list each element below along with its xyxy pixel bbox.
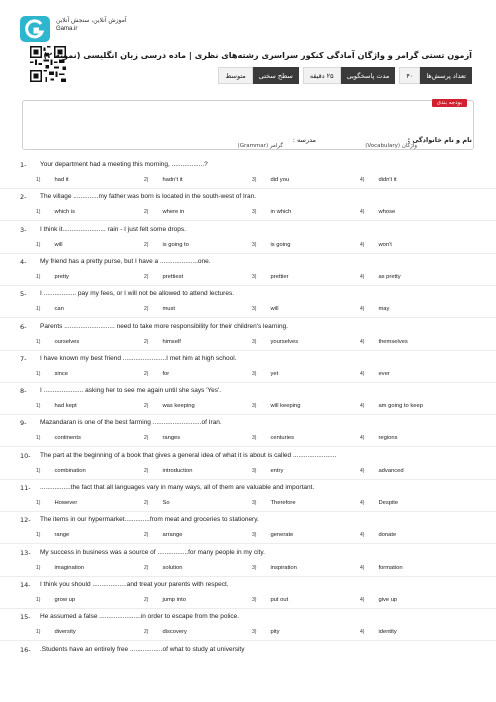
question-item bbox=[0, 290, 496, 322]
logo-site: Gama.ir bbox=[56, 26, 78, 32]
answer-option[interactable] bbox=[144, 306, 175, 312]
question-item bbox=[0, 226, 496, 258]
option-number: 3) bbox=[252, 564, 257, 571]
option-text: will bbox=[54, 241, 63, 248]
question-item bbox=[0, 452, 496, 484]
option-row bbox=[0, 337, 496, 351]
question-number: 7- bbox=[20, 354, 27, 363]
option-text: am going to keep bbox=[378, 403, 423, 410]
question-text: I think it........................ rain - I just felt some drops. bbox=[40, 225, 186, 233]
answer-option[interactable] bbox=[252, 468, 283, 474]
option-text: ourselves bbox=[54, 338, 80, 345]
option-number: 3) bbox=[252, 435, 257, 442]
option-text: had kept bbox=[54, 403, 77, 410]
answer-option[interactable] bbox=[36, 500, 77, 506]
option-text: identity bbox=[378, 629, 397, 636]
logo-text bbox=[56, 16, 127, 34]
option-text: continents bbox=[54, 435, 81, 442]
answer-option[interactable] bbox=[144, 532, 182, 538]
answer-option[interactable] bbox=[360, 597, 397, 603]
info-label: تعداد پرسش‌ها bbox=[420, 67, 472, 84]
option-number: 3) bbox=[252, 177, 257, 183]
question-number: 13- bbox=[20, 548, 31, 557]
option-number: 1) bbox=[36, 177, 41, 183]
answer-option[interactable] bbox=[144, 565, 182, 571]
option-text: ever bbox=[378, 370, 390, 377]
question-text: He assumed a false .......................in order to escape from the police. bbox=[40, 613, 240, 621]
option-number: 1) bbox=[36, 435, 41, 442]
option-text: hadn't it bbox=[162, 177, 183, 183]
option-text: himself bbox=[162, 338, 181, 345]
option-text: prettier bbox=[270, 273, 289, 280]
option-text: Despite bbox=[378, 500, 399, 506]
option-number: 1) bbox=[36, 403, 41, 410]
answer-option[interactable] bbox=[144, 629, 187, 635]
option-text: jump into bbox=[162, 596, 186, 603]
answer-option[interactable] bbox=[36, 565, 84, 571]
info-question-count bbox=[399, 67, 472, 84]
option-text: donate bbox=[378, 532, 397, 539]
option-text: as pretty bbox=[378, 273, 401, 280]
question-text: My success in business was a source of .................for many people in my city. bbox=[40, 548, 265, 556]
option-text: since bbox=[54, 370, 68, 377]
question-item bbox=[0, 484, 496, 516]
question-item bbox=[0, 646, 496, 678]
option-row bbox=[0, 207, 496, 221]
info-duration bbox=[303, 67, 395, 84]
option-text: themselves bbox=[378, 338, 408, 345]
option-number: 2) bbox=[144, 564, 149, 571]
option-row bbox=[0, 272, 496, 286]
answer-option[interactable] bbox=[252, 242, 290, 248]
answer-option[interactable] bbox=[252, 177, 289, 183]
category-vocabulary: واژگان (Vocabulary) bbox=[365, 143, 417, 149]
question-text: I have known my best friend ........................I met him at high school. bbox=[40, 354, 237, 362]
option-row bbox=[0, 175, 496, 189]
option-number: 4) bbox=[360, 370, 365, 377]
question-text: I ...................... asking her to see me again until she says 'Yes'. bbox=[40, 387, 222, 395]
answer-option[interactable] bbox=[252, 339, 298, 345]
question-text: Mazandaran is one of the best farming ...........................of Iran. bbox=[40, 419, 222, 427]
option-number: 1) bbox=[36, 467, 41, 474]
option-text: However bbox=[54, 500, 78, 506]
question-text: The village ..............my father was born is located in the south-west of Iran. bbox=[40, 193, 257, 201]
answer-option[interactable] bbox=[252, 274, 289, 280]
option-row bbox=[0, 627, 496, 641]
option-text: Therefore bbox=[270, 500, 296, 506]
answer-option[interactable] bbox=[36, 435, 81, 441]
question-item bbox=[0, 161, 496, 193]
answer-option[interactable] bbox=[252, 403, 300, 409]
option-text: ranges bbox=[162, 435, 181, 442]
answer-option[interactable] bbox=[252, 209, 291, 215]
answer-option[interactable] bbox=[252, 597, 288, 603]
option-number: 2) bbox=[144, 306, 149, 313]
question-item bbox=[0, 419, 496, 451]
option-number: 2) bbox=[144, 500, 149, 506]
answer-option[interactable] bbox=[360, 468, 404, 474]
option-text: diversity bbox=[54, 629, 76, 636]
question-text: I think you should ...................and treat your parents with respect. bbox=[40, 580, 229, 588]
option-text: for bbox=[162, 370, 170, 377]
question-item bbox=[0, 323, 496, 355]
option-number: 3) bbox=[252, 500, 257, 506]
option-text: advanced bbox=[378, 467, 404, 474]
exam-title: آزمون تستی گرامر و واژگان آمادگی کنکور سراسری رشته‌های نظری | ماده درسی زبان انگلیسی (نمونه ۲) bbox=[43, 50, 472, 60]
answer-option[interactable] bbox=[252, 435, 294, 441]
question-item bbox=[0, 516, 496, 548]
option-text: range bbox=[54, 532, 70, 539]
question-text: .Students have an entirely free ..................of what to study at university bbox=[40, 645, 245, 653]
option-text: can bbox=[54, 306, 64, 313]
answer-option[interactable] bbox=[36, 371, 68, 377]
answer-option[interactable] bbox=[36, 177, 69, 183]
answer-option[interactable] bbox=[360, 371, 390, 377]
answer-option[interactable] bbox=[252, 565, 297, 571]
question-number: 1- bbox=[20, 161, 27, 169]
option-text: will bbox=[270, 306, 279, 313]
option-text: arrange bbox=[162, 532, 183, 539]
option-row bbox=[0, 466, 496, 480]
option-text: must bbox=[162, 306, 176, 313]
name-field[interactable]: نام و نام خانوادگی : bbox=[407, 136, 472, 144]
answer-option[interactable] bbox=[36, 597, 75, 603]
option-row bbox=[0, 433, 496, 447]
option-number: 3) bbox=[252, 273, 257, 280]
option-text: introduction bbox=[162, 467, 193, 474]
option-row bbox=[0, 369, 496, 383]
option-row bbox=[0, 563, 496, 577]
option-text: is going to bbox=[162, 241, 189, 248]
option-number: 2) bbox=[144, 273, 149, 280]
answer-option[interactable] bbox=[36, 306, 64, 312]
question-number: 15- bbox=[20, 613, 31, 622]
option-text: whose bbox=[378, 209, 396, 216]
question-item bbox=[0, 193, 496, 225]
option-number: 4) bbox=[360, 306, 365, 313]
info-value: متوسط bbox=[218, 67, 252, 84]
option-number: 3) bbox=[252, 532, 257, 539]
answer-option[interactable] bbox=[36, 209, 75, 215]
option-text: So bbox=[162, 500, 170, 506]
answer-option[interactable] bbox=[144, 371, 169, 377]
logo-tagline: آموزش آنلاین، سنجش آنلاین bbox=[56, 17, 127, 24]
option-text: grow up bbox=[54, 596, 76, 603]
option-number: 2) bbox=[144, 209, 149, 216]
question-number: 10- bbox=[20, 451, 31, 460]
option-text: yet bbox=[270, 370, 279, 377]
question-number: 3- bbox=[20, 225, 27, 234]
answer-option[interactable] bbox=[360, 403, 423, 409]
option-text: solution bbox=[162, 564, 183, 571]
option-text: give up bbox=[378, 596, 398, 603]
option-number: 4) bbox=[360, 209, 365, 216]
option-text: didn't it bbox=[378, 177, 397, 183]
answer-option[interactable] bbox=[252, 371, 278, 377]
option-number: 1) bbox=[36, 273, 41, 280]
answer-option[interactable] bbox=[360, 435, 397, 441]
option-text: regions bbox=[378, 435, 398, 442]
option-text: formation bbox=[378, 564, 403, 571]
answer-option[interactable] bbox=[36, 629, 76, 635]
answer-option[interactable] bbox=[36, 242, 63, 248]
question-text: The items in our hypermarket..............from meat and groceries to stationery. bbox=[40, 516, 259, 524]
option-row bbox=[0, 530, 496, 544]
question-number: 16- bbox=[20, 645, 31, 654]
question-number: 8- bbox=[20, 387, 27, 396]
question-item bbox=[0, 581, 496, 613]
option-number: 4) bbox=[360, 177, 365, 183]
option-number: 4) bbox=[360, 403, 365, 410]
option-number: 4) bbox=[360, 564, 365, 571]
option-number: 4) bbox=[360, 467, 365, 474]
option-text: entry bbox=[270, 467, 284, 474]
answer-option[interactable] bbox=[144, 242, 189, 248]
info-label: مدت پاسخگویی bbox=[341, 67, 396, 84]
option-number: 4) bbox=[360, 532, 365, 539]
option-number: 1) bbox=[36, 532, 41, 539]
option-number: 3) bbox=[252, 629, 257, 636]
answer-option[interactable] bbox=[252, 500, 296, 506]
option-text: put out bbox=[270, 596, 289, 603]
answer-option[interactable] bbox=[360, 177, 397, 183]
option-number: 4) bbox=[360, 596, 365, 603]
option-row bbox=[0, 401, 496, 415]
question-item bbox=[0, 355, 496, 387]
answer-option[interactable] bbox=[144, 500, 170, 506]
option-number: 2) bbox=[144, 532, 149, 539]
answer-option[interactable] bbox=[144, 403, 195, 409]
answer-option[interactable] bbox=[36, 532, 69, 538]
answer-option[interactable] bbox=[144, 435, 180, 441]
answer-option[interactable] bbox=[360, 532, 396, 538]
category-grammar: گرامر (Grammar) bbox=[237, 143, 283, 149]
answer-option[interactable] bbox=[360, 565, 403, 571]
option-number: 3) bbox=[252, 241, 257, 248]
option-number: 1) bbox=[36, 596, 41, 603]
option-text: combination bbox=[54, 467, 86, 474]
question-item bbox=[0, 258, 496, 290]
question-number: 14- bbox=[20, 580, 31, 589]
option-text: did you bbox=[270, 177, 290, 183]
option-number: 1) bbox=[36, 564, 41, 571]
question-text: The part at the beginning of a book that gives a general idea of what it is about is called ........................ bbox=[40, 451, 337, 459]
answer-option[interactable] bbox=[36, 403, 77, 409]
question-text: Parents ............................ need to take more responsibility for their children's learning. bbox=[40, 322, 288, 330]
option-text: in which bbox=[270, 209, 292, 216]
option-text: where in bbox=[162, 209, 185, 216]
option-text: imagination bbox=[54, 564, 85, 571]
option-number: 3) bbox=[252, 403, 257, 410]
option-number: 4) bbox=[360, 241, 365, 248]
option-text: centuries bbox=[270, 435, 294, 442]
school-field[interactable]: مدرسه : bbox=[292, 136, 316, 144]
answer-option[interactable] bbox=[360, 339, 408, 345]
option-text: generate bbox=[270, 532, 294, 539]
option-number: 1) bbox=[36, 629, 41, 636]
option-number: 3) bbox=[252, 306, 257, 313]
answer-option[interactable] bbox=[144, 468, 192, 474]
question-item bbox=[0, 613, 496, 645]
answer-option[interactable] bbox=[36, 339, 79, 345]
option-number: 4) bbox=[360, 273, 365, 280]
question-item bbox=[0, 549, 496, 581]
answer-option[interactable] bbox=[360, 274, 401, 280]
answer-option[interactable] bbox=[36, 468, 86, 474]
option-number: 3) bbox=[252, 370, 257, 377]
info-difficulty bbox=[218, 67, 298, 84]
answer-option[interactable] bbox=[144, 177, 183, 183]
exam-info-row bbox=[214, 67, 472, 84]
option-text: is going bbox=[270, 241, 291, 248]
question-number: 4- bbox=[20, 257, 27, 266]
option-number: 2) bbox=[144, 596, 149, 603]
option-number: 2) bbox=[144, 467, 149, 474]
option-text: discovery bbox=[162, 629, 187, 636]
option-number: 3) bbox=[252, 596, 257, 603]
answer-option[interactable] bbox=[144, 209, 184, 215]
answer-option[interactable] bbox=[252, 306, 279, 312]
option-number: 1) bbox=[36, 500, 41, 506]
option-number: 2) bbox=[144, 403, 149, 410]
option-number: 2) bbox=[144, 629, 149, 636]
answer-option[interactable] bbox=[252, 629, 279, 635]
option-number: 3) bbox=[252, 209, 257, 216]
option-number: 2) bbox=[144, 338, 149, 345]
option-number: 2) bbox=[144, 370, 149, 377]
answer-option[interactable] bbox=[360, 209, 395, 215]
question-text: My friend has a pretty purse, but I have a .....................one. bbox=[40, 257, 211, 265]
answer-option[interactable] bbox=[144, 274, 183, 280]
question-number: 12- bbox=[20, 516, 31, 525]
option-text: yourselves bbox=[270, 338, 299, 345]
option-number: 1) bbox=[36, 306, 41, 313]
option-text: may bbox=[378, 306, 390, 313]
option-row bbox=[0, 304, 496, 318]
option-number: 4) bbox=[360, 338, 365, 345]
option-text: was keeping bbox=[162, 403, 195, 410]
option-number: 2) bbox=[144, 177, 149, 183]
option-text: had it bbox=[54, 177, 69, 183]
option-text: inspiration bbox=[270, 564, 297, 571]
question-number: 2- bbox=[20, 193, 27, 202]
info-value: ۴۰ bbox=[399, 67, 420, 84]
question-text: I .................. pay my fees, or I will not be allowed to attend lectures. bbox=[40, 290, 235, 298]
answer-option[interactable] bbox=[144, 339, 181, 345]
option-number: 1) bbox=[36, 209, 41, 216]
answer-option[interactable] bbox=[360, 242, 392, 248]
option-text: won't bbox=[378, 241, 392, 248]
option-row bbox=[0, 595, 496, 609]
option-number: 3) bbox=[252, 467, 257, 474]
option-row bbox=[0, 240, 496, 254]
option-number: 1) bbox=[36, 338, 41, 345]
option-number: 1) bbox=[36, 370, 41, 377]
option-row bbox=[0, 498, 496, 512]
question-text: Your department had a meeting this morning, ..................? bbox=[40, 161, 208, 168]
exam-header bbox=[0, 0, 496, 96]
option-number: 4) bbox=[360, 435, 365, 442]
question-number: 5- bbox=[20, 290, 27, 299]
question-number: 6- bbox=[20, 322, 27, 331]
student-meta-box bbox=[22, 100, 474, 150]
option-number: 4) bbox=[360, 500, 365, 506]
option-number: 1) bbox=[36, 241, 41, 248]
budget-badge: بودجه بندی bbox=[432, 99, 467, 107]
option-text: prettiest bbox=[162, 273, 184, 280]
option-number: 2) bbox=[144, 435, 149, 442]
answer-option[interactable] bbox=[36, 274, 69, 280]
question-text: .................the fact that all languages vary in many ways, all of them are valuable and important. bbox=[40, 484, 315, 491]
answer-option[interactable] bbox=[360, 306, 389, 312]
answer-option[interactable] bbox=[360, 629, 397, 635]
option-number: 2) bbox=[144, 241, 149, 248]
info-label: سطح سختی bbox=[253, 67, 299, 84]
gama-logo-icon bbox=[20, 16, 50, 42]
info-value: ۲۵ دقیقه bbox=[303, 67, 341, 84]
option-number: 3) bbox=[252, 338, 257, 345]
answer-option[interactable] bbox=[144, 597, 186, 603]
option-text: pretty bbox=[54, 273, 69, 280]
question-number: 9- bbox=[20, 419, 27, 428]
option-text: will keeping bbox=[270, 403, 301, 410]
question-item bbox=[0, 387, 496, 419]
option-text: pity bbox=[270, 629, 280, 636]
question-number: 11- bbox=[20, 484, 31, 492]
option-number: 4) bbox=[360, 629, 365, 636]
answer-option[interactable] bbox=[360, 500, 398, 506]
answer-option[interactable] bbox=[252, 532, 293, 538]
option-text: which is bbox=[54, 209, 76, 216]
